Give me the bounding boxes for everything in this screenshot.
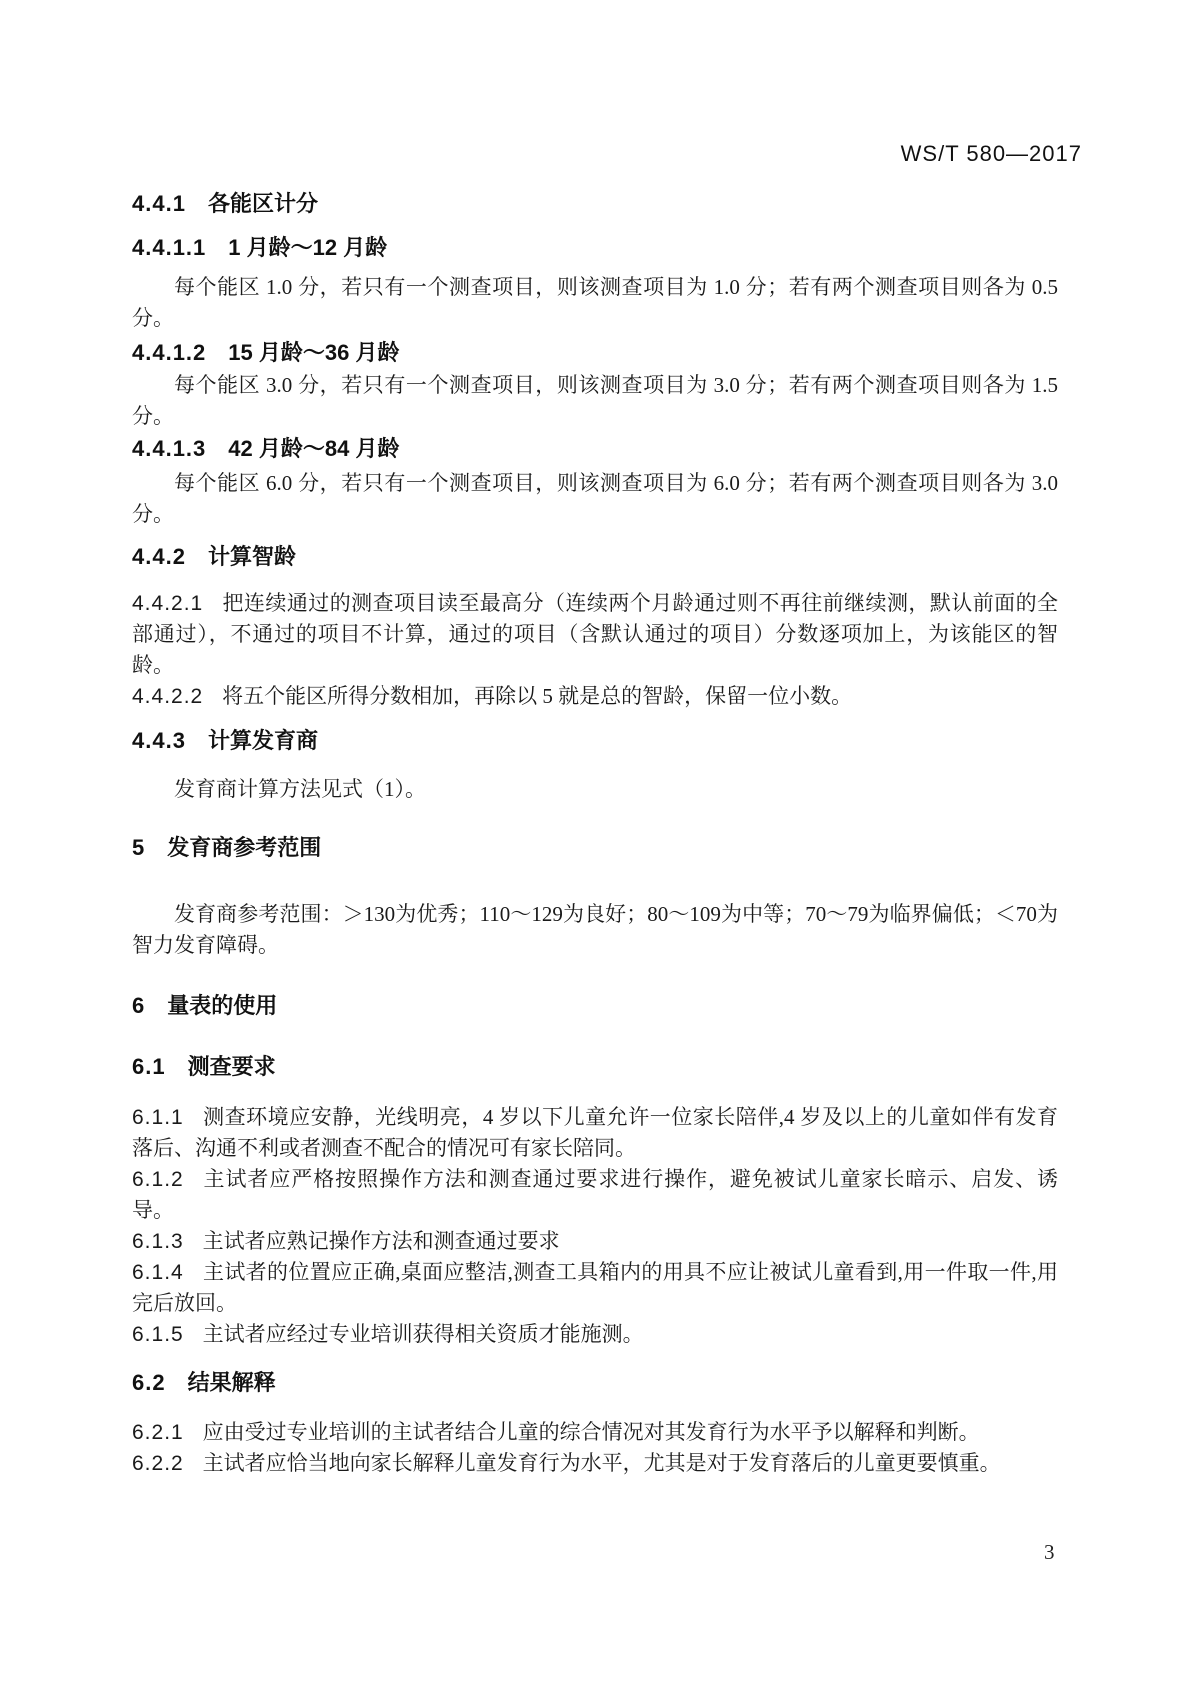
- heading-6-1: [132, 1054, 1058, 1080]
- clause-6-1-4: [132, 1257, 1058, 1319]
- section-number: 4.4.1.1: [132, 235, 207, 260]
- clause-4-4-2-2: [132, 681, 1058, 712]
- section-title: 15 月龄～36 月龄: [228, 340, 400, 365]
- clause-number: 6.2.1: [132, 1421, 184, 1444]
- clause-number: 6.1.3: [132, 1230, 184, 1253]
- section-title: 结果解释: [187, 1370, 276, 1395]
- paragraph: 发育商计算方法见式（1）。: [174, 777, 426, 801]
- clause-number: 6.1.2: [132, 1168, 184, 1191]
- section-number: 4.4.1: [132, 191, 186, 216]
- clause-number: 6.1.4: [132, 1261, 184, 1284]
- clause-number: 6.1.5: [132, 1323, 184, 1346]
- paragraph: 每个能区 1.0 分，若只有一个测查项目，则该测查项目为 1.0 分；若有两个测查项目则各为 0.5 分。: [132, 275, 1058, 330]
- heading-4-4-1-3: [132, 436, 1058, 462]
- clause-6-2-2: [132, 1448, 1058, 1479]
- section-title: 1 月龄～12 月龄: [228, 235, 388, 260]
- heading-5: [132, 835, 1058, 861]
- heading-4-4-3: [132, 728, 1058, 754]
- section-number: 5: [132, 835, 146, 860]
- clause-number: 4.4.2.2: [132, 685, 204, 708]
- section-title: 42 月龄～84 月龄: [228, 436, 400, 461]
- clause-number: 6.2.2: [132, 1452, 184, 1475]
- section-number: 6.2: [132, 1370, 166, 1395]
- section-number: 4.4.3: [132, 728, 186, 753]
- heading-4-4-2: [132, 544, 1058, 570]
- section-number: 6.1: [132, 1054, 166, 1079]
- section-title: 计算发育商: [207, 728, 318, 753]
- clause-4-4-2-1: [132, 588, 1058, 681]
- clause-text: 测查环境应安静，光线明亮，4 岁以下儿童允许一位家长陪伴,4 岁及以上的儿童如伴有发育落后、沟通不利或者测查不配合的情况可有家长陪同。: [132, 1105, 1058, 1160]
- clause-number: 4.4.2.1: [132, 592, 204, 615]
- section-title: 测查要求: [187, 1054, 276, 1079]
- section-title: 各能区计分: [207, 191, 318, 216]
- clause-number: 6.1.1: [132, 1106, 184, 1129]
- clause-text: 主试者应经过专业培训获得相关资质才能施测。: [202, 1322, 644, 1346]
- paragraph: 每个能区 6.0 分，若只有一个测查项目，则该测查项目为 6.0 分；若有两个测查项目则各为 3.0 分。: [132, 471, 1058, 526]
- clause-text: 主试者的位置应正确,桌面应整洁,测查工具箱内的用具不应让被试儿童看到,用一件取一件,用完后放回。: [132, 1260, 1058, 1315]
- heading-4-4-1-1: [132, 235, 1058, 261]
- clause-6-1-1: [132, 1102, 1058, 1164]
- clause-text: 把连续通过的测查项目读至最高分（连续两个月龄通过则不再往前继续测，默认前面的全部通过），不通过的项目不计算，通过的项目（含默认通过的项目）分数逐项加上，为该能区的智龄。: [132, 591, 1058, 677]
- paragraph: 每个能区 3.0 分，若只有一个测查项目，则该测查项目为 3.0 分；若有两个测查项目则各为 1.5 分。: [132, 373, 1058, 428]
- heading-4-4-1: [132, 191, 1058, 217]
- section-title: 发育商参考范围: [167, 835, 322, 860]
- section-title: 量表的使用: [167, 993, 278, 1018]
- section-number: 4.4.1.3: [132, 436, 207, 461]
- clause-text: 主试者应熟记操作方法和测查通过要求: [202, 1229, 560, 1253]
- clause-text: 主试者应恰当地向家长解释儿童发育行为水平，尤其是对于发育落后的儿童更要慎重。: [202, 1451, 1001, 1475]
- heading-6: [132, 993, 1058, 1019]
- section-number: 6: [132, 993, 146, 1018]
- clause-6-1-2: [132, 1164, 1058, 1226]
- section-number: 4.4.1.2: [132, 340, 207, 365]
- heading-6-2: [132, 1370, 1058, 1396]
- clause-6-1-5: [132, 1319, 1058, 1350]
- clause-6-2-1: [132, 1417, 1058, 1448]
- doc-code-header: WS/T 580—2017: [900, 141, 1082, 166]
- page-number: 3: [1044, 1540, 1055, 1564]
- clause-text: 应由受过专业培训的主试者结合儿童的综合情况对其发育行为水平予以解释和判断。: [202, 1420, 980, 1444]
- clause-text: 将五个能区所得分数相加，再除以 5 就是总的智龄，保留一位小数。: [222, 684, 853, 708]
- section-title: 计算智龄: [207, 544, 296, 569]
- document-content: [132, 167, 1058, 1479]
- heading-4-4-1-2: [132, 340, 1058, 366]
- clause-text: 主试者应严格按照操作方法和测查通过要求进行操作，避免被试儿童家长暗示、启发、诱导。: [132, 1167, 1058, 1222]
- paragraph: 发育商参考范围：＞130为优秀；110～129为良好；80～109为中等；70～79为临界偏低；＜70为智力发育障碍。: [132, 902, 1058, 957]
- clause-6-1-3: [132, 1226, 1058, 1257]
- section-number: 4.4.2: [132, 544, 186, 569]
